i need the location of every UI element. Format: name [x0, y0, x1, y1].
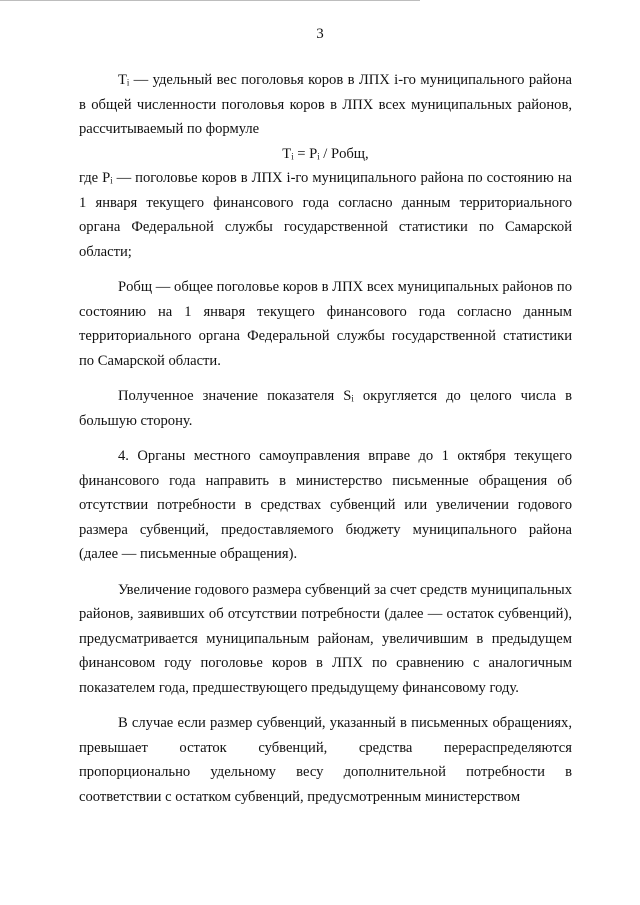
paragraph-pi-definition: где Pᵢ — поголовье коров в ЛПХ i-го муниципального района по состоянию на 1 января текущего финансового года согласно данным территориального органа Федеральной службы государственной статистики по Самарской области; [79, 170, 572, 260]
paragraph-pobsch-definition: Pобщ — общее поголовье коров в ЛПХ всех муниципальных районов по состоянию на 1 января текущего финансового года согласно данным территориального органа Федеральной службы государственной статистики по Самарской области. [79, 279, 572, 369]
paragraph-rounding: Полученное значение показателя Sᵢ округляется до целого числа в большую сторону. [79, 388, 572, 429]
page-number: 3 [316, 26, 324, 42]
paragraph-excess: В случае если размер субвенций, указанный в письменных обращениях, превышает остаток субвенций, средства перераспределяются пропорционально удельному весу дополнительной потребности в соответствии с остатком субвенций, предусмотренным министерством [79, 715, 572, 805]
paragraph-increase: Увеличение годового размера субвенций за счет средств муниципальных районов, заявивших об отсутствии потребности (далее — остаток субвенций), предусматривается муниципальным районам, увеличившим в предыдущем финансовом году поголовье коров в ЛПХ по сравнению с аналогичным показателем года, предшествующего предыдущему финансовому году. [79, 581, 572, 696]
paragraph-item-4: 4. Органы местного самоуправления вправе до 1 октября текущего финансового года направить в министерство письменные обращения об отсутствии потребности в средствах субвенций или увеличении годового размера субвенций, предоставляемого бюджету муниципального района (далее — письменные обращения). [79, 448, 572, 562]
document-body [79, 68, 572, 809]
formula-ti: Tᵢ = Pᵢ / Pобщ, [282, 145, 369, 162]
paragraph-ti-definition: Tᵢ — удельный вес поголовья коров в ЛПХ i-го муниципального района в общей численности поголовья коров в ЛПХ всех муниципальных районов, рассчитываемый по формуле [79, 72, 572, 137]
scan-top-edge-line [0, 0, 420, 1]
